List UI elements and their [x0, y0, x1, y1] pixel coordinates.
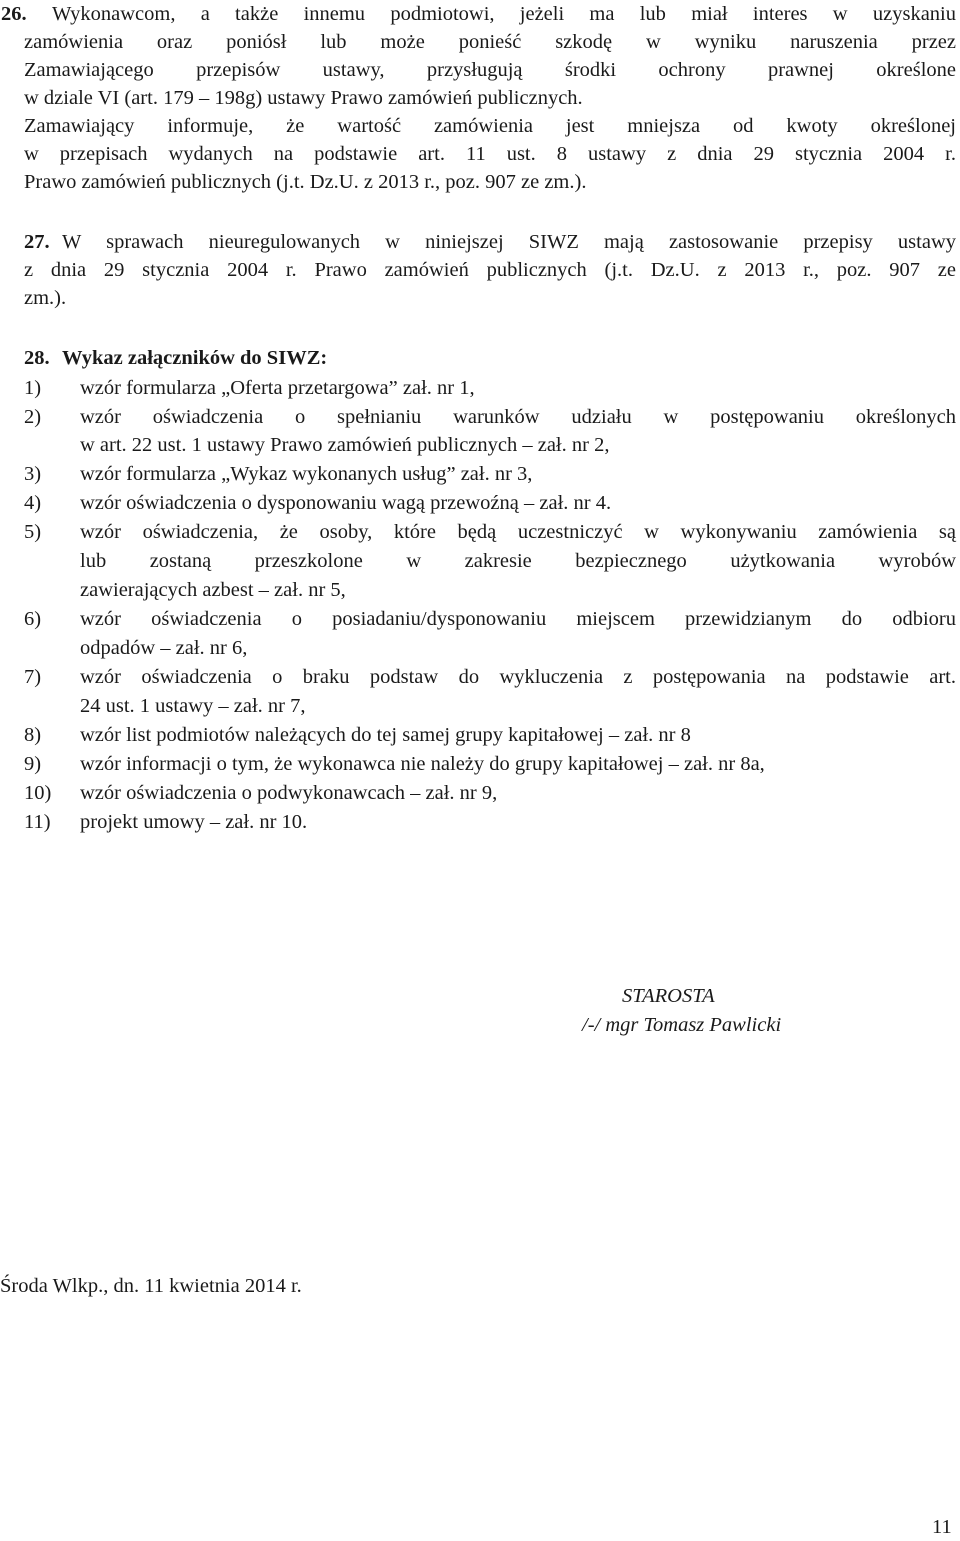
signature-name: /-/ mgr Tomasz Pawlicki	[582, 1014, 782, 1036]
list-item: wzór formularza „Oferta przetargowa” zał. nr 1,	[80, 377, 475, 399]
section-line: Zamawiający informuje, że wartość zamówienia jest mniejsza od kwoty określonej	[24, 115, 956, 137]
list-item: w art. 22 ust. 1 ustawy Prawo zamówień publicznych – zał. nr 2,	[80, 434, 610, 456]
section-heading: Wykaz załączników do SIWZ:	[62, 347, 328, 369]
list-item: lub zostaną przeszkolone w zakresie bezpiecznego użytkowania wyrobów	[80, 550, 956, 572]
list-item: zawierających azbest – zał. nr 5,	[80, 579, 346, 601]
section-line: Zamawiającego przepisów ustawy, przysługują środki ochrony prawnej określone	[24, 59, 956, 81]
list-item: wzór informacji o tym, że wykonawca nie należy do grupy kapitałowej – zał. nr 8a,	[80, 753, 765, 775]
place-date: Środa Wlkp., dn. 11 kwietnia 2014 r.	[0, 1275, 302, 1297]
section-line: z dnia 29 stycznia 2004 r. Prawo zamówień publicznych (j.t. Dz.U. z 2013 r., poz. 907 ze	[24, 259, 956, 281]
list-item-number: 1)	[24, 377, 42, 399]
list-item-number: 5)	[24, 521, 42, 543]
signature-title: STAROSTA	[622, 985, 715, 1007]
list-item-number: 10)	[24, 782, 52, 804]
list-item: projekt umowy – zał. nr 10.	[80, 811, 308, 833]
section-line: Prawo zamówień publicznych (j.t. Dz.U. z 2013 r., poz. 907 ze zm.).	[24, 171, 587, 193]
list-item: odpadów – zał. nr 6,	[80, 637, 248, 659]
list-item-number: 8)	[24, 724, 42, 746]
list-item: wzór oświadczenia o spełnianiu warunków udziału w postępowaniu określonych	[80, 406, 956, 428]
section-line: W sprawach nieuregulowanych w niniejszej SIWZ mają zastosowanie przepisy ustawy	[62, 231, 956, 253]
list-item-number: 7)	[24, 666, 42, 688]
section-number: 27.	[24, 231, 50, 253]
list-item-number: 4)	[24, 492, 42, 514]
page-number: 11	[932, 1516, 952, 1538]
section-line: zm.).	[24, 287, 67, 309]
section-number: 28.	[24, 347, 50, 369]
section-line: Wykonawcom, a także innemu podmiotowi, jeżeli ma lub miał interes w uzyskaniu	[52, 3, 956, 25]
list-item-number: 11)	[24, 811, 51, 833]
list-item-number: 6)	[24, 608, 42, 630]
list-item: 24 ust. 1 ustawy – zał. nr 7,	[80, 695, 306, 717]
list-item-number: 9)	[24, 753, 42, 775]
list-item: wzór oświadczenia o braku podstaw do wykluczenia z postępowania na podstawie art.	[80, 666, 956, 688]
section-line: w dziale VI (art. 179 – 198g) ustawy Prawo zamówień publicznych.	[24, 87, 583, 109]
list-item: wzór oświadczenia, że osoby, które będą uczestniczyć w wykonywaniu zamówienia są	[80, 521, 956, 543]
list-item-number: 2)	[24, 406, 42, 428]
section-line: w przepisach wydanych na podstawie art. 11 ust. 8 ustawy z dnia 29 stycznia 2004 r.	[24, 143, 956, 165]
section-number: 26.	[1, 3, 27, 25]
list-item: wzór oświadczenia o posiadaniu/dysponowaniu miejscem przewidzianym do odbioru	[80, 608, 956, 630]
list-item: wzór list podmiotów należących do tej samej grupy kapitałowej – zał. nr 8	[80, 724, 691, 746]
list-item: wzór formularza „Wykaz wykonanych usług” zał. nr 3,	[80, 463, 533, 485]
section-line: zamówienia oraz poniósł lub może ponieść szkodę w wyniku naruszenia przez	[24, 31, 956, 53]
list-item: wzór oświadczenia o podwykonawcach – zał. nr 9,	[80, 782, 498, 804]
list-item-number: 3)	[24, 463, 42, 485]
list-item: wzór oświadczenia o dysponowaniu wagą przewoźną – zał. nr 4.	[80, 492, 612, 514]
